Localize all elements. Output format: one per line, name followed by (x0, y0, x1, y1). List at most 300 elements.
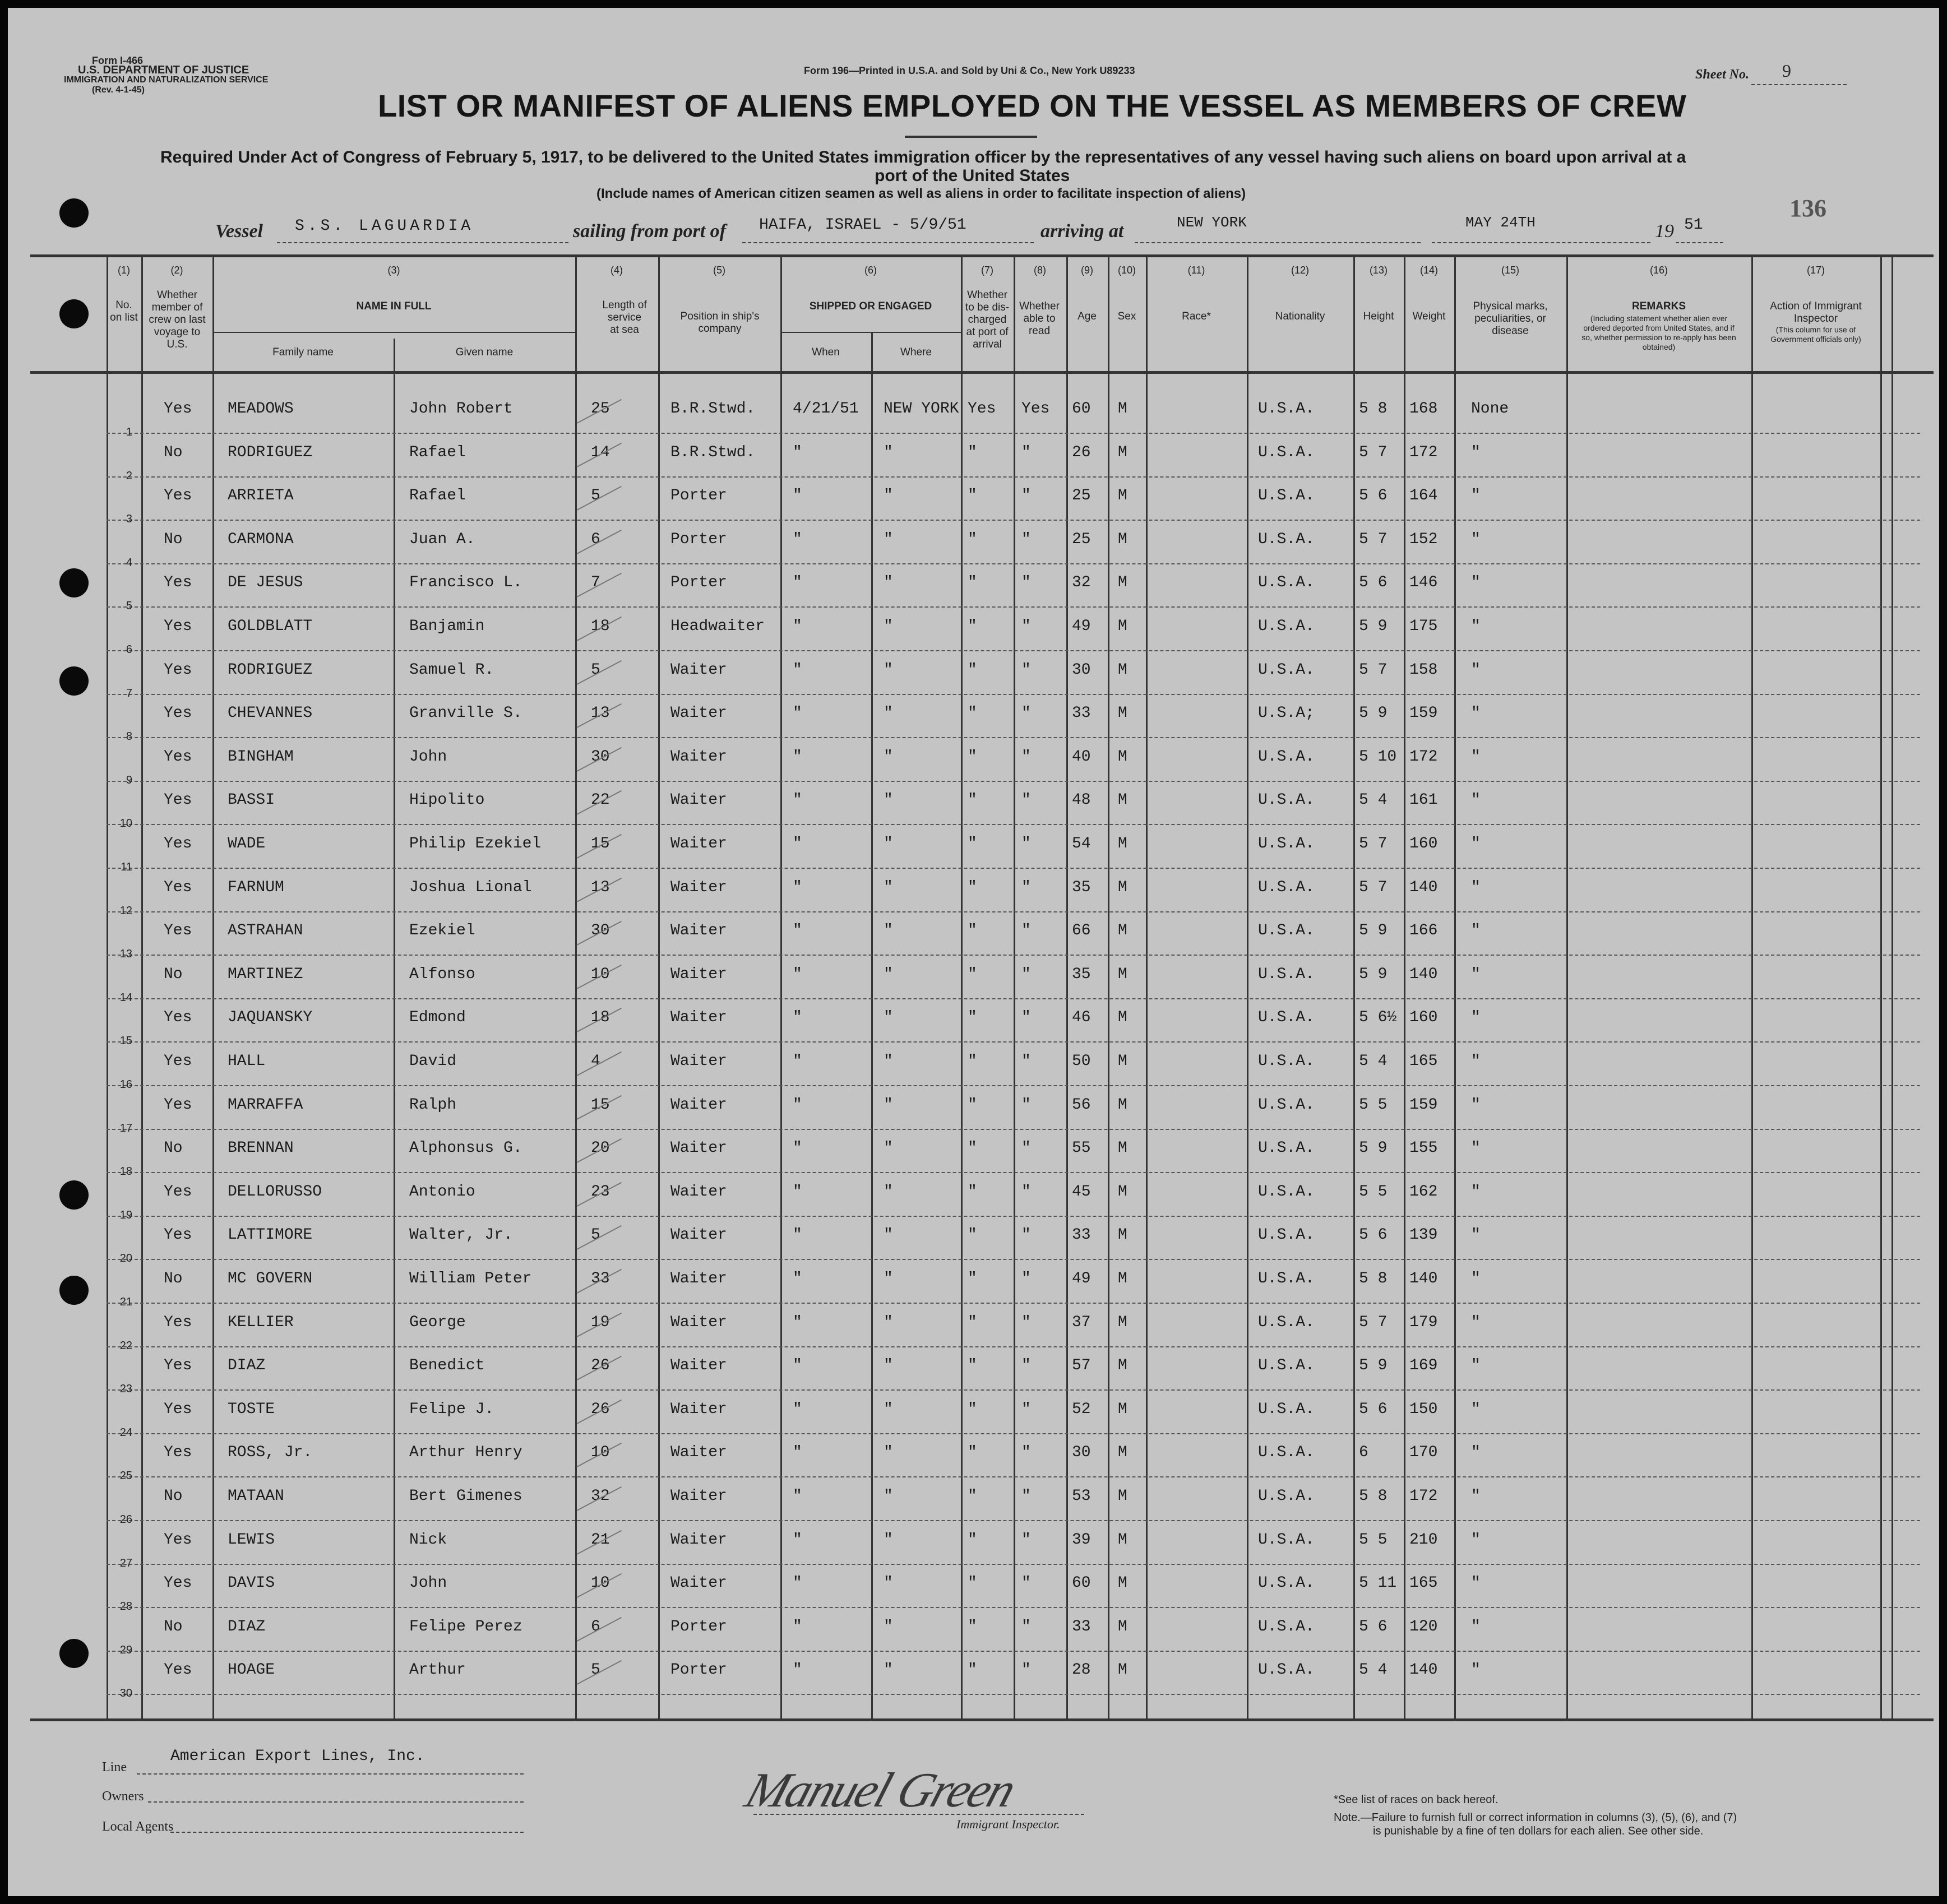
physical-marks-cell: " (1471, 618, 1481, 635)
shipped-when-cell: " (793, 1139, 802, 1157)
line-field (137, 1773, 524, 1775)
service-length-cell: 18 (591, 1009, 610, 1027)
weight-cell: 150 (1409, 1400, 1438, 1418)
age-cell: 26 (1072, 443, 1091, 461)
family-name-cell: BINGHAM (228, 748, 294, 766)
given-name-cell: David (409, 1053, 457, 1070)
shipped-where-cell: " (884, 1226, 893, 1244)
col-divider (1880, 256, 1882, 1720)
last-voyage-cell: Yes (164, 1661, 192, 1679)
given-name-cell: Ralph (409, 1096, 457, 1114)
physical-marks-cell: " (1471, 1444, 1481, 1462)
sex-cell: M (1118, 835, 1127, 853)
row-separator (107, 520, 1920, 521)
discharged-cell: " (968, 1574, 977, 1592)
given-name-cell: Walter, Jr. (409, 1226, 513, 1244)
weight-cell: 179 (1409, 1313, 1438, 1331)
height-cell: 5 9 (1359, 1357, 1388, 1375)
service-length-cell: 15 (591, 1096, 610, 1114)
row-number: 9 (126, 773, 132, 786)
shipped-when-cell: " (793, 443, 802, 461)
shipped-where-cell: " (884, 1096, 893, 1114)
nationality-cell: U.S.A. (1258, 748, 1315, 766)
row-number: 23 (119, 1383, 132, 1396)
row-number: 17 (119, 1122, 132, 1134)
col-num-1: (1) (118, 265, 130, 276)
able-to-read-cell: " (1021, 1183, 1031, 1201)
height-cell: 5 6 (1359, 574, 1388, 592)
col-divider (141, 256, 143, 1720)
able-to-read-cell: " (1021, 530, 1031, 548)
shipped-when-cell: " (793, 922, 802, 940)
family-name-cell: BASSI (228, 791, 275, 809)
local-agents-label: Local Agents (102, 1819, 174, 1834)
able-to-read-cell: " (1021, 1488, 1031, 1505)
given-name-cell: Benedict (409, 1357, 485, 1375)
given-name-cell: Edmond (409, 1009, 466, 1027)
nationality-cell: U.S.A. (1258, 574, 1315, 592)
header-where: Where (900, 346, 932, 358)
age-cell: 40 (1072, 748, 1091, 766)
shipped-where-cell: " (884, 791, 893, 809)
vessel-label: Vessel (215, 221, 263, 242)
sex-cell: M (1118, 1226, 1127, 1244)
able-to-read-cell: " (1021, 1139, 1031, 1157)
service-length-cell: 22 (591, 791, 610, 809)
position-cell: Waiter (670, 748, 727, 766)
shipped-when-cell: " (793, 1096, 802, 1114)
position-cell: Waiter (670, 1400, 727, 1418)
age-cell: 52 (1072, 1400, 1091, 1418)
weight-cell: 160 (1409, 835, 1438, 853)
service-length-cell: 15 (591, 835, 610, 853)
discharged-cell: " (968, 1531, 977, 1549)
sex-cell: M (1118, 1531, 1127, 1549)
able-to-read-cell: " (1021, 1400, 1031, 1418)
table-bottom-border (30, 1718, 1934, 1721)
weight-cell: 155 (1409, 1139, 1438, 1157)
shipped-when-cell: " (793, 1531, 802, 1549)
sex-cell: M (1118, 1661, 1127, 1679)
physical-marks-cell: None (1471, 400, 1509, 418)
physical-marks-cell: " (1471, 574, 1481, 592)
weight-cell: 158 (1409, 661, 1438, 679)
physical-marks-cell: " (1471, 1531, 1481, 1549)
physical-marks-cell: " (1471, 487, 1481, 505)
nationality-cell: U.S.A. (1258, 1226, 1315, 1244)
vessel-name: S.S. LAGUARDIA (295, 217, 474, 235)
position-cell: Waiter (670, 835, 727, 853)
age-cell: 50 (1072, 1053, 1091, 1070)
age-cell: 60 (1072, 400, 1091, 418)
position-cell: Porter (670, 530, 727, 548)
last-voyage-cell: Yes (164, 1357, 192, 1375)
service-length-cell: 13 (591, 705, 610, 722)
given-name-cell: Joshua Lional (409, 878, 532, 896)
nationality-cell: U.S.A. (1258, 1096, 1315, 1114)
row-number: 20 (119, 1252, 132, 1265)
able-to-read-cell: " (1021, 878, 1031, 896)
family-name-cell: MARTINEZ (228, 965, 303, 983)
sex-cell: M (1118, 1618, 1127, 1636)
height-cell: 5 9 (1359, 965, 1388, 983)
shipped-when-cell: " (793, 1574, 802, 1592)
row-separator (107, 781, 1920, 782)
col-divider (871, 332, 873, 1720)
age-cell: 30 (1072, 1444, 1091, 1462)
header-family-name: Family name (272, 346, 334, 358)
row-separator (107, 1607, 1920, 1608)
age-cell: 56 (1072, 1096, 1091, 1114)
height-cell: 5 7 (1359, 443, 1388, 461)
col-divider (394, 372, 395, 1720)
weight-cell: 120 (1409, 1618, 1438, 1636)
col-num-11: (11) (1187, 265, 1205, 276)
physical-marks-cell: " (1471, 661, 1481, 679)
shipped-when-cell: " (793, 1400, 802, 1418)
discharged-cell: " (968, 1618, 977, 1636)
nationality-cell: U.S.A. (1258, 1183, 1315, 1201)
able-to-read-cell: " (1021, 1053, 1031, 1070)
last-voyage-cell: No (164, 443, 183, 461)
weight-cell: 161 (1409, 791, 1438, 809)
col-divider (1454, 256, 1456, 1720)
table-top-border (30, 254, 1934, 257)
weight-cell: 165 (1409, 1053, 1438, 1070)
nationality-cell: U.S.A. (1258, 1574, 1315, 1592)
row-separator (107, 737, 1920, 738)
height-cell: 5 9 (1359, 1139, 1388, 1157)
punch-hole (59, 1180, 89, 1210)
age-cell: 25 (1072, 530, 1091, 548)
service-length-cell: 25 (591, 400, 610, 418)
family-name-cell: MC GOVERN (228, 1270, 313, 1287)
height-cell: 5 5 (1359, 1183, 1388, 1201)
row-separator (107, 911, 1920, 912)
row-number: 7 (126, 687, 132, 699)
nationality-cell: U.S.A. (1258, 487, 1315, 505)
weight-cell: 139 (1409, 1226, 1438, 1244)
discharged-cell: " (968, 1053, 977, 1070)
service-length-cell: 10 (591, 1444, 610, 1462)
sex-cell: M (1118, 791, 1127, 809)
physical-marks-cell: " (1471, 1488, 1481, 1505)
given-name-cell: Banjamin (409, 618, 485, 635)
able-to-read-cell: " (1021, 1574, 1031, 1592)
height-cell: 5 6 (1359, 1618, 1388, 1636)
weight-cell: 164 (1409, 487, 1438, 505)
row-number: 12 (119, 904, 132, 917)
port-line (742, 242, 1034, 243)
weight-cell: 170 (1409, 1444, 1438, 1462)
shipped-when-cell: " (793, 748, 802, 766)
sex-cell: M (1118, 1574, 1127, 1592)
position-cell: Waiter (670, 1226, 727, 1244)
sex-cell: M (1118, 530, 1127, 548)
last-voyage-cell: Yes (164, 1226, 192, 1244)
position-cell: Porter (670, 487, 727, 505)
punch-hole (59, 198, 89, 228)
family-name-cell: DIAZ (228, 1618, 266, 1636)
col-divider (780, 256, 782, 1720)
form-rev: (Rev. 4-1-45) (92, 85, 145, 95)
family-name-cell: MATAAN (228, 1488, 284, 1505)
arrival-year: 51 (1684, 216, 1703, 234)
family-name-cell: DELLORUSSO (228, 1183, 322, 1201)
last-voyage-cell: Yes (164, 574, 192, 592)
agents-field (170, 1832, 524, 1833)
discharged-cell: " (968, 1270, 977, 1287)
steamship-line: American Export Lines, Inc. (170, 1748, 425, 1765)
form-dept: U.S. DEPARTMENT OF JUSTICE (78, 64, 249, 76)
shipped-where-cell: " (884, 1618, 893, 1636)
shipped-where-cell: " (884, 574, 893, 592)
shipped-when-cell: " (793, 1183, 802, 1201)
last-voyage-cell: Yes (164, 661, 192, 679)
position-cell: Porter (670, 1618, 727, 1636)
given-name-cell: John (409, 1574, 447, 1592)
service-length-cell: 10 (591, 965, 610, 983)
header-name-in-full: NAME IN FULL (356, 300, 432, 312)
family-name-cell: ROSS, Jr. (228, 1444, 313, 1462)
age-cell: 57 (1072, 1357, 1091, 1375)
nationality-cell: U.S.A. (1258, 1139, 1315, 1157)
service-length-cell: 23 (591, 1183, 610, 1201)
nationality-cell: U.S.A. (1258, 1618, 1315, 1636)
age-cell: 32 (1072, 574, 1091, 592)
position-cell: B.R.Stwd. (670, 443, 756, 461)
nationality-cell: U.S.A. (1258, 1357, 1315, 1375)
shipped-when-cell: " (793, 618, 802, 635)
row-number: 27 (119, 1556, 132, 1569)
shipped-where-cell: " (884, 748, 893, 766)
col-num-9: (9) (1081, 265, 1093, 276)
able-to-read-cell: " (1021, 1357, 1031, 1375)
age-cell: 28 (1072, 1661, 1091, 1679)
able-to-read-cell: " (1021, 618, 1031, 635)
weight-cell: 140 (1409, 965, 1438, 983)
last-voyage-cell: No (164, 1488, 183, 1505)
family-name-cell: DAVIS (228, 1574, 275, 1592)
year-line (1676, 242, 1723, 243)
family-name-cell: HALL (228, 1053, 266, 1070)
col-num-5: (5) (713, 265, 725, 276)
col-divider (1566, 256, 1568, 1720)
discharged-cell: Yes (968, 400, 996, 418)
physical-marks-cell: " (1471, 1313, 1481, 1331)
service-length-cell: 20 (591, 1139, 610, 1157)
height-cell: 5 9 (1359, 705, 1388, 722)
include-note: (Include names of American citizen seamen as well as aliens in order to facilitate inspection of aliens) (596, 186, 1246, 201)
discharged-cell: " (968, 1357, 977, 1375)
shipped-where-cell: " (884, 1053, 893, 1070)
able-to-read-cell: " (1021, 1096, 1031, 1114)
position-cell: Porter (670, 574, 727, 592)
shipped-where-cell: " (884, 1488, 893, 1505)
shipped-when-cell: " (793, 1661, 802, 1679)
able-to-read-cell: " (1021, 1313, 1031, 1331)
age-cell: 30 (1072, 661, 1091, 679)
col-divider (1146, 256, 1148, 1720)
service-length-cell: 33 (591, 1270, 610, 1287)
physical-marks-cell: " (1471, 1096, 1481, 1114)
header-race: Race* (1182, 311, 1211, 322)
given-name-cell: Alfonso (409, 965, 475, 983)
family-name-cell: CHEVANNES (228, 705, 313, 722)
last-voyage-cell: Yes (164, 400, 192, 418)
header-discharged: Whether to be dis-charged at port of arrival (965, 289, 1010, 350)
owners-label: Owners (102, 1789, 144, 1804)
last-voyage-cell: Yes (164, 1400, 192, 1418)
physical-marks-cell: " (1471, 835, 1481, 853)
able-to-read-cell: " (1021, 1009, 1031, 1027)
given-name-cell: Ezekiel (409, 922, 475, 940)
row-separator (107, 868, 1920, 869)
shipped-where-cell: NEW YORK (884, 400, 959, 418)
nationality-cell: U.S.A. (1258, 1400, 1315, 1418)
last-voyage-cell: No (164, 965, 183, 983)
penalty-note: Note.—Failure to furnish full or correct information in columns (3), (5), (6), and (7) (1334, 1812, 1737, 1824)
col-num-4: (4) (611, 265, 623, 276)
service-length-cell: 30 (591, 748, 610, 766)
height-cell: 5 4 (1359, 1661, 1388, 1679)
shipped-where-cell: " (884, 965, 893, 983)
service-length-cell: 10 (591, 1574, 610, 1592)
age-cell: 33 (1072, 1618, 1091, 1636)
discharged-cell: " (968, 443, 977, 461)
printer-line: Form 196—Printed in U.S.A. and Sold by Uni & Co., New York U89233 (804, 65, 1135, 76)
shipped-when-cell: " (793, 835, 802, 853)
discharged-cell: " (968, 1313, 977, 1331)
last-voyage-cell: Yes (164, 1183, 192, 1201)
able-to-read-cell: " (1021, 705, 1031, 722)
header-inspector-action: Action of Immigrant Inspector (1770, 300, 1862, 325)
col-divider (212, 256, 214, 1720)
inspector-label: Immigrant Inspector. (956, 1817, 1060, 1831)
sex-cell: M (1118, 1183, 1127, 1201)
nationality-cell: U.S.A. (1258, 1270, 1315, 1287)
given-name-cell: Felipe Perez (409, 1618, 522, 1636)
shipped-where-cell: " (884, 1531, 893, 1549)
signature-line (753, 1814, 1084, 1815)
form-id: Form I-466 (92, 55, 144, 66)
shipped-when-cell: " (793, 1270, 802, 1287)
col-divider (658, 256, 660, 1720)
service-length-cell: 6 (591, 530, 600, 548)
age-cell: 66 (1072, 922, 1091, 940)
position-cell: Waiter (670, 1574, 727, 1592)
col-divider (1353, 256, 1355, 1720)
discharged-cell: " (968, 835, 977, 853)
given-name-cell: Alphonsus G. (409, 1139, 522, 1157)
physical-marks-cell: " (1471, 1574, 1481, 1592)
height-cell: 5 9 (1359, 618, 1388, 635)
discharged-cell: " (968, 1226, 977, 1244)
sex-cell: M (1118, 487, 1127, 505)
sex-cell: M (1118, 705, 1127, 722)
position-cell: Waiter (670, 1357, 727, 1375)
family-name-cell: ASTRAHAN (228, 922, 303, 940)
height-cell: 5 6 (1359, 1226, 1388, 1244)
row-separator (107, 650, 1920, 651)
shipped-where-cell: " (884, 922, 893, 940)
weight-cell: 159 (1409, 1096, 1438, 1114)
height-cell: 5 11 (1359, 1574, 1397, 1592)
row-separator (107, 606, 1920, 608)
shipped-when-cell: " (793, 1226, 802, 1244)
year-prefix: 19 (1655, 221, 1674, 242)
col-num-13: (13) (1369, 265, 1388, 276)
row-separator (107, 563, 1920, 564)
header-given-name: Given name (455, 346, 514, 358)
position-cell: Waiter (670, 705, 727, 722)
last-voyage-cell: Yes (164, 1096, 192, 1114)
last-voyage-cell: Yes (164, 1444, 192, 1462)
last-voyage-cell: Yes (164, 878, 192, 896)
col-num-10: (10) (1117, 265, 1136, 276)
col-num-15: (15) (1501, 265, 1519, 276)
sheet-label: Sheet No. (1695, 67, 1749, 82)
sheet-number: 9 (1782, 61, 1791, 81)
height-cell: 5 4 (1359, 1053, 1388, 1070)
row-separator (107, 1651, 1920, 1652)
row-number: 25 (119, 1470, 132, 1483)
row-number: 1 (126, 426, 132, 438)
weight-cell: 172 (1409, 1488, 1438, 1505)
able-to-read-cell: " (1021, 1618, 1031, 1636)
service-length-cell: 6 (591, 1618, 600, 1636)
height-cell: 5 7 (1359, 661, 1388, 679)
date-line (1432, 242, 1650, 243)
age-cell: 33 (1072, 1226, 1091, 1244)
shipped-when-cell: " (793, 1009, 802, 1027)
row-separator (107, 1389, 1920, 1391)
given-name-cell: Arthur Henry (409, 1444, 522, 1462)
shipped-where-cell: " (884, 1270, 893, 1287)
service-length-cell: 18 (591, 618, 610, 635)
manifest-document (8, 8, 1939, 1896)
nationality-cell: U.S.A. (1258, 791, 1315, 809)
arrival-date: MAY 24TH (1465, 214, 1536, 231)
physical-marks-cell: " (1471, 1400, 1481, 1418)
sex-cell: M (1118, 1488, 1127, 1505)
row-separator (107, 476, 1920, 478)
age-cell: 37 (1072, 1313, 1091, 1331)
col-divider (1247, 256, 1248, 1720)
col-num-14: (14) (1419, 265, 1438, 276)
shipped-when-cell: " (793, 1053, 802, 1070)
weight-cell: 140 (1409, 1661, 1438, 1679)
position-cell: Waiter (670, 1183, 727, 1201)
family-name-cell: TOSTE (228, 1400, 275, 1418)
position-cell: Waiter (670, 1096, 727, 1114)
family-name-cell: ARRIETA (228, 487, 294, 505)
row-number: 30 (119, 1687, 132, 1700)
physical-marks-cell: " (1471, 1183, 1481, 1201)
weight-cell: 140 (1409, 1270, 1438, 1287)
height-cell: 5 6 (1359, 487, 1388, 505)
able-to-read-cell: " (1021, 574, 1031, 592)
col-divider (1891, 256, 1893, 1720)
position-cell: Waiter (670, 1488, 727, 1505)
header-able-to-read: Whether able to read (1019, 300, 1060, 337)
header-no-on-list: No. on list (110, 299, 138, 323)
service-length-cell: 26 (591, 1400, 610, 1418)
family-name-cell: DIAZ (228, 1357, 266, 1375)
col-num-6: (6) (864, 265, 877, 276)
height-cell: 5 6 (1359, 1400, 1388, 1418)
shipped-where-cell: " (884, 1009, 893, 1027)
